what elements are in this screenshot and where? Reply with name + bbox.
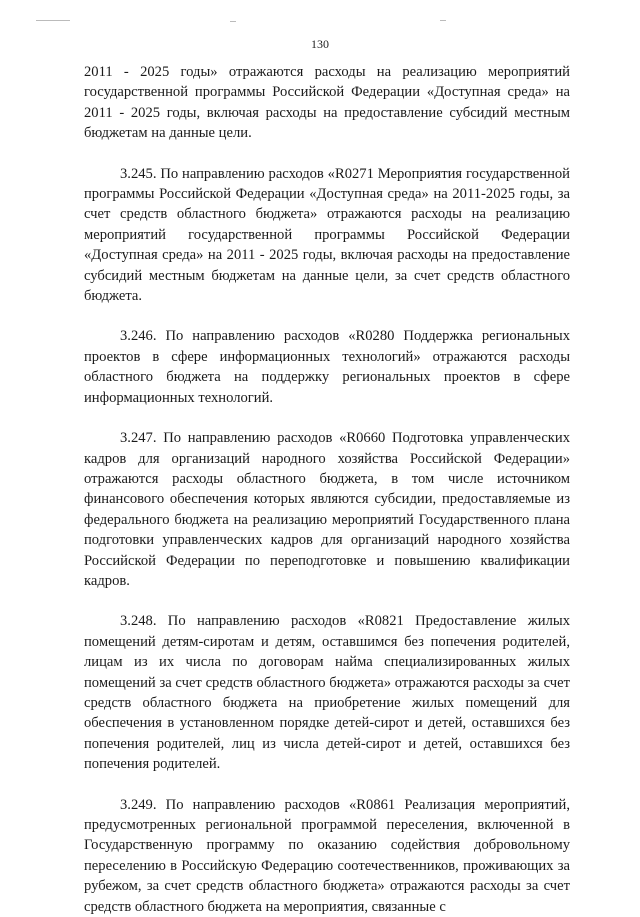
scan-artifact [230, 21, 236, 22]
paragraph-3-245: 3.245. По направлению расходов «R0271 Мероприятия государственной программы Российской Федерации «Доступная среда» на 2011-2025 годы, за счет средств областного бюджета» отражаются расходы на реализацию мероприятий государственной программы Российской Федерации «Доступная среда» на 2011 - 2025 годы, включая расходы на предоставление субсидий местным бюджетам на данные цели, за счет средств областного бюджета. [84, 165, 570, 305]
paragraph-3-249: 3.249. По направлению расходов «R0861 Реализация мероприятий, предусмотренных региональной программой переселения, включенной в Государственную программу по оказанию содействия добровольному переселению в Российскую Федерацию соотечественников, проживающих за рубежом, за счет средств областного бюджета» отражаются расходы за счет средств областного бюджета на мероприятия, связанные с [84, 796, 570, 915]
document-body [84, 62, 570, 917]
page-number: 130 [311, 37, 329, 51]
paragraph-3-246: 3.246. По направлению расходов «R0280 Поддержка региональных проектов в сфере информационных технологий» отражаются расходы областного бюджета на поддержку региональных проектов в сфере информационных технологий. [84, 328, 570, 406]
scan-artifact [36, 20, 70, 21]
scan-artifact [440, 20, 446, 21]
paragraph: 2011 - 2025 годы» отражаются расходы на реализацию мероприятий государственной программы Российской Федерации «Доступная среда» на 2011 - 2025 годы, включая расходы на предоставление субсидий местным бюджетам на данные цели. [84, 64, 570, 142]
paragraph-3-247: 3.247. По направлению расходов «R0660 Подготовка управленческих кадров для организаций народного хозяйства Российской Федерации» отражаются расходы областного бюджета, в том числе источником финансового обеспечения которых являются субсидии, предоставляемые из федерального бюджета на реализацию мероприятий Государственного плана подготовки управленческих кадров для организаций народного хозяйства Российской Федерации по переподготовке и повышению квалификации кадров. [84, 430, 570, 589]
paragraph-3-248: 3.248. По направлению расходов «R0821 Предоставление жилых помещений детям-сиротам и детям, оставшимся без попечения родителей, лицам из их числа по договорам найма специализированных жилых помещений за счет средств областного бюджета» отражаются расходы за счет средств областного бюджета на приобретение жилых помещений для обеспечения в установленном порядке детей-сирот и детей, оставшихся без попечения родителей, лиц из числа детей-сирот и детей, оставшихся без попечения родителей. [84, 613, 570, 773]
